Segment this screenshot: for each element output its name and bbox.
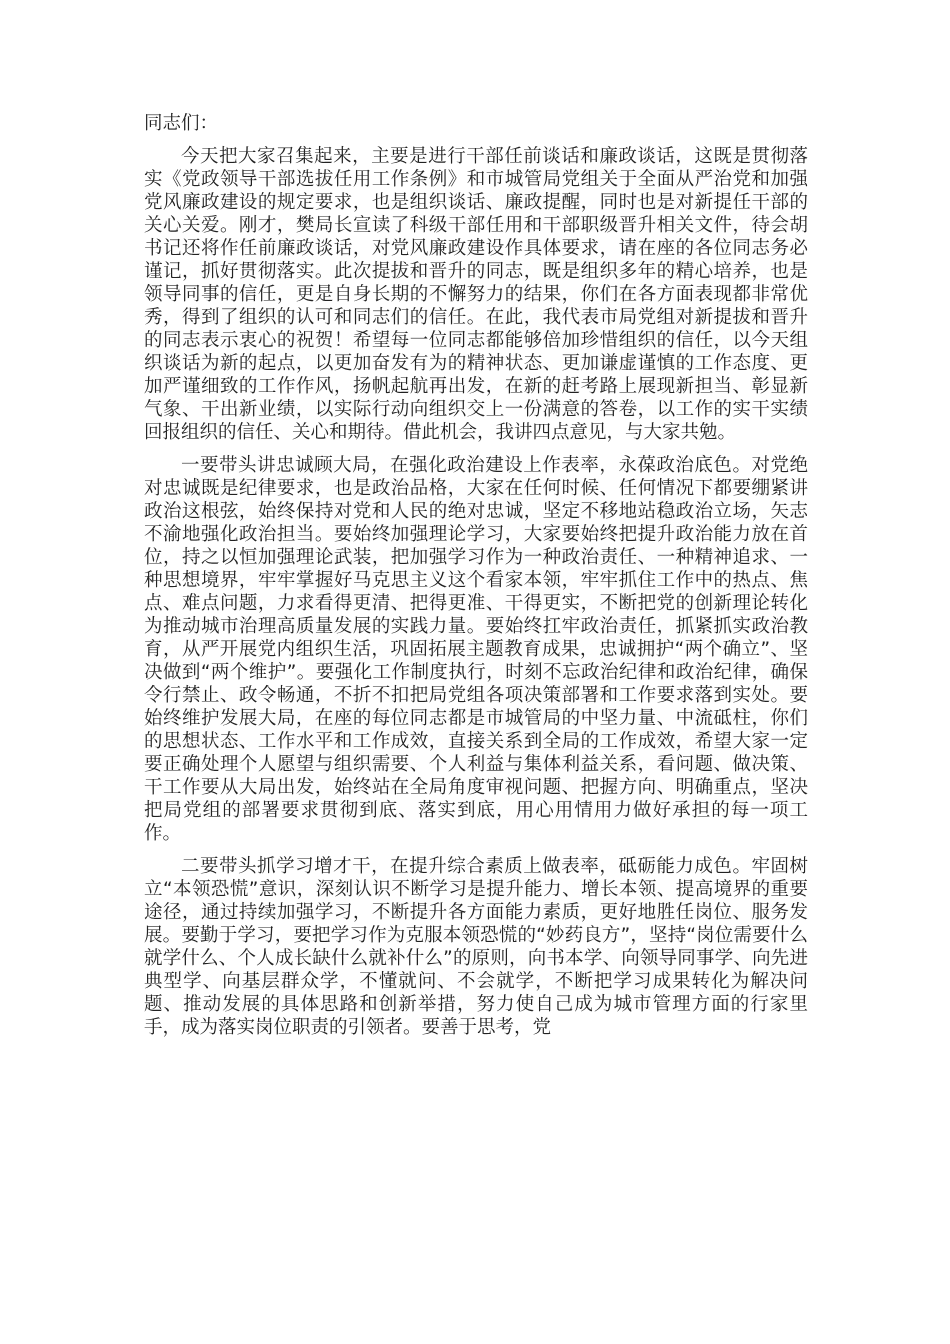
salutation: 同志们： bbox=[144, 113, 219, 134]
paragraph-point-two: 二要带头抓学习增才干，在提升综合素质上做表率，砥砺能力成色。牢固树立“本领恐慌”意识，深刻认识不断学习是提升能力、增长本领、提高境界的重要途径，通过持续加强学习，不断提升各方面能力素质，更好地胜任岗位、服务发展。要勤于学习，要把学习作为克服本领恐慌的“妙药良方”，坚持“岗位需要什么就学什么、个人成长缺什么就补什么”的原则，向书本学、向领导同事学、向先进典型学、向基层群众学，不懂就问、不会就学，不断把学习成果转化为解决问题、推动发展的具体思路和创新举措，努力使自己成为城市管理方面的行家里手，成为落实岗位职责的引领者。要善于思考，党 bbox=[144, 856, 808, 1038]
paragraph-opening: 今天把大家召集起来，主要是进行干部任前谈话和廉政谈话，这既是贯彻落实《党政领导干部选拔任用工作条例》和市城管局党组关于全面从严治党和加强党风廉政建设的规定要求，也是组织谈话、廉政提醒，同时也是对新提任干部的关心关爱。刚才，樊局长宣读了科级干部任用和干部职级晋升相关文件，待会胡书记还将作任前廉政谈话，对党风廉政建设作具体要求，请在座的各位同志务必谨记，抓好贯彻落实。此次提拔和晋升的同志，既是组织多年的精心培养，也是领导同事的信任，更是自身长期的不懈努力的结果，你们在各方面表现都非常优秀，得到了组织的认可和同志们的信任。在此，我代表市局党组对新提拔和晋升的同志表示衷心的祝贺！希望每一位同志都能够倍加珍惜组织的信任，以今天组织谈话为新的起点，以更加奋发有为的精神状态、更加谦虚谨慎的工作态度、更加严谨细致的工作作风，扬帆起航再出发，在新的赶考路上展现新担当、彰显新气象、干出新业绩，以实际行动向组织交上一份满意的答卷，以工作的实干实绩回报组织的信任、关心和期待。借此机会，我讲四点意见，与大家共勉。 bbox=[144, 146, 808, 443]
document-body bbox=[144, 112, 808, 1049]
paragraph-point-one: 一要带头讲忠诚顾大局，在强化政治建设上作表率，永葆政治底色。对党绝对忠诚既是纪律要求，也是政治品格，大家在任何时候、任何情况下都要绷紧讲政治这根弦，始终保持对党和人民的绝对忠诚，坚定不移地站稳政治立场，矢志不渝地强化政治担当。要始终加强理论学习，大家要始终把提升政治能力放在首位，持之以恒加强理论武装，把加强学习作为一种政治责任、一种精神追求、一种思想境界，牢牢掌握好马克思主义这个看家本领，牢牢抓住工作中的热点、焦点、难点问题，力求看得更清、把得更准、干得更实，不断把党的创新理论转化为推动城市治理高质量发展的实践力量。要始终扛牢政治责任，抓紧抓实政治教育，从严开展党内组织生活，巩固拓展主题教育成果，忠诚拥护“两个确立”、坚决做到“两个维护”。要强化工作制度执行，时刻不忘政治纪律和政治纪律，确保令行禁止、政令畅通，不折不扣把局党组各项决策部署和工作要求落到实处。要始终维护发展大局，在座的每位同志都是市城管局的中坚力量、中流砥柱，你们的思想状态、工作水平和工作成效，直接关系到全局的工作成效，希望大家一定要正确处理个人愿望与组织需要、个人利益与集体利益关系，看问题、做决策、干工作要从大局出发，始终站在全局角度审视问题、把握方向、明确重点，坚决把局党组的部署要求贯彻到底、落实到底，用心用情用力做好承担的每一项工作。 bbox=[144, 455, 808, 844]
